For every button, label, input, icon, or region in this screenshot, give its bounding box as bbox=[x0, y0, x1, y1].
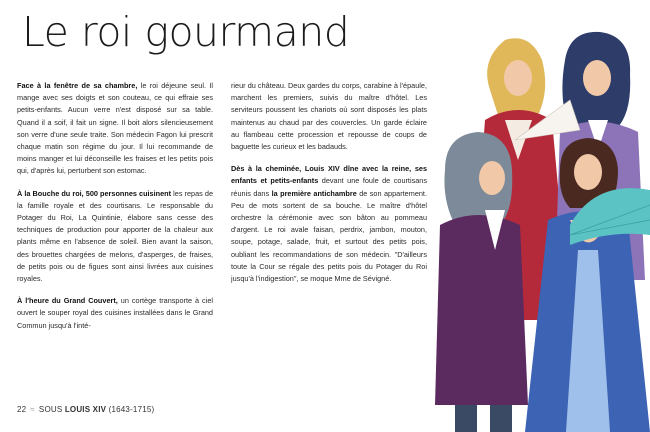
paragraph-lead: Dès à la cheminée, Louis XIV dîne avec la reine, ses enfants et petits-enfants bbox=[231, 164, 427, 186]
text-column-right bbox=[231, 80, 427, 295]
paragraph bbox=[231, 163, 427, 285]
footer-ornament: ≈ bbox=[30, 405, 35, 414]
footer-years: (1643-1715) bbox=[106, 405, 155, 414]
text-column-left bbox=[17, 80, 213, 342]
paragraph bbox=[17, 188, 213, 286]
paragraph bbox=[17, 295, 213, 332]
footer-king: LOUIS XIV bbox=[64, 405, 107, 414]
paragraph-text: devant une foule de courtisans réunis dans bbox=[231, 176, 427, 198]
paragraph-text: les repas de la famille royale et des courtisans. Le responsable du Potager du Roi, La Quintinie, élabore sans cesse des techniques de production pour apporter de la chaleur aux plants même en l'absence de soleil. Bien avant la saison, des brouettes chargées de melons, d'asperges, de fraises, de petits pois ou de figues sont ainsi livrées aux cuisines royales. bbox=[17, 188, 214, 284]
paragraph bbox=[231, 80, 427, 153]
paragraph-text: de son appartement. Peu de mots sortent de sa bouche. Le maître d'hôtel orchestre la cérémonie avec son bâton au pommeau d'argent. Le roi avale faisan, perdrix, jambon, mouton, soupe, potage, salade, fruit, et surtout des petits pois, oubliant les recommandations de son médecin. "D'ailleurs toute la Cour se régale des petits pois du Potager du Roi jusqu'à l'indigestion", se moque Mme de Sévigné. bbox=[231, 188, 427, 284]
court-figures-illustration bbox=[420, 20, 650, 432]
paragraph-text: le roi déjeune seul. Il mange avec ses doigts et son couteau, ce qui effraie ses petits-enfants. Aucun verre n'est disposé sur sa table. Quand il a soif, il fait un signe. Il boit alors silencieusement son verre d'une seule traite. Son médecin Fagon lui prescrit chaque matin son régime du jour. Il lui recommande de moins manger et lui déconseille les fraises et les petits pois qui, d'après lui, perturbent son estomac. bbox=[17, 81, 213, 176]
paragraph-text: un cortège transporte à ciel ouvert le souper royal des cuisines installées dans le Grand Commun jusqu'à l'inté- bbox=[17, 296, 214, 330]
paragraph-lead: À la Bouche du roi, 500 personnes cuisinent bbox=[17, 188, 172, 198]
page-number: 22 bbox=[17, 405, 27, 414]
paragraph-lead: la première antichambre bbox=[271, 188, 357, 198]
footer-prefix: SOUS bbox=[38, 405, 65, 414]
page-title: Le roi gourmand bbox=[22, 8, 350, 56]
paragraph-lead: À l'heure du Grand Couvert, bbox=[17, 296, 118, 306]
paragraph-lead: Face à la fenêtre de sa chambre, bbox=[17, 81, 138, 90]
paragraph bbox=[17, 80, 213, 178]
page-footer bbox=[17, 405, 154, 414]
paragraph-text: rieur du château. Deux gardes du corps, carabine à l'épaule, marchent les premiers, suivis du maître d'hôtel. Les serviteurs poussent les chariots où sont disposés les plats maintenus au chaud par des couvercles. Un garde éclaire au flambeau cette procession et repousse de coups de baguette les curieux et les badauds. bbox=[231, 81, 427, 152]
